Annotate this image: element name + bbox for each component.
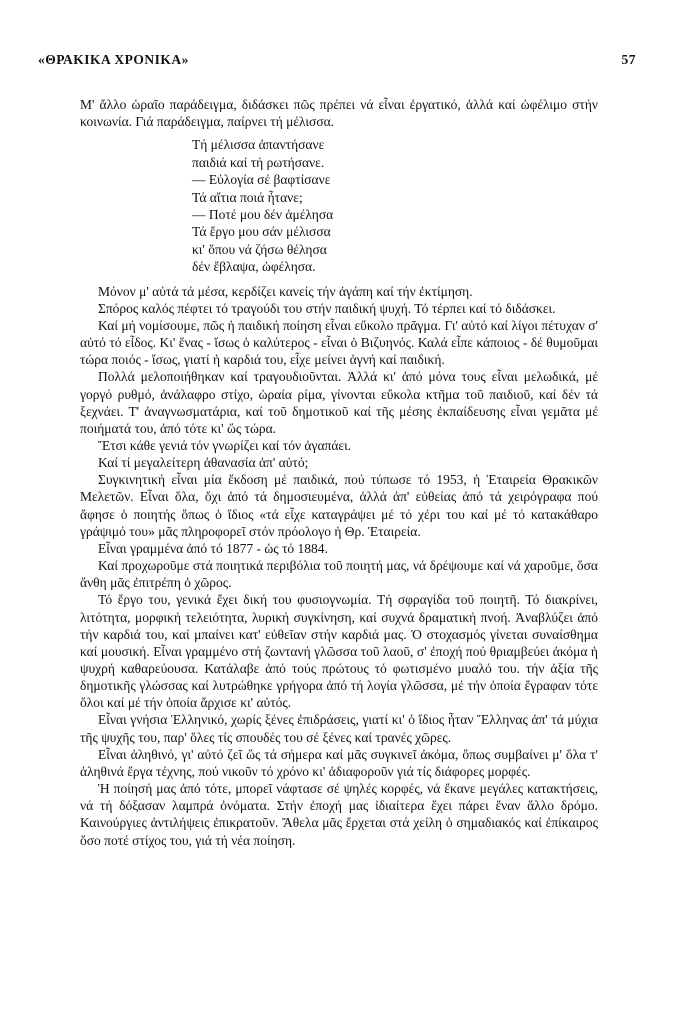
poem-line: Τά ἔργο μου σάν μέλισσα (192, 224, 331, 240)
paragraph: Καί τί μεγαλείτερη ἀθανασία ἀπ' αὐτό; (98, 455, 309, 471)
paragraph: Ἔτσι κάθε γενιά τόν γνωρίζει καί τόν ἀγαπάει. (98, 437, 352, 453)
paragraph: Σπόρος καλός πέφτει τό τραγούδι του στήν παιδική ψυχή. Τό τέρπει καί τό διδάσκει. (98, 300, 556, 316)
paragraph: Καί μή νομίσουμε, πῶς ἡ παιδική ποίηση εἶναι εὔκολο πρᾶγμα. Γι' αὐτό καί λίγοι πέτυχαν σ' αὐτό τό εἶδος. Κι' ἕνας - ἴσως ὁ καλύτερος - εἶναι ὁ Βιζυηνός. Καλά εἶπε κάποιος - δέ θυμοῦμαι τώρα ποιός - ἴσως, γιατί ἡ καρδιά του, εἶχε μείνει ἁγνή καί παιδική. (80, 317, 598, 368)
poem-line: — Εὐλογία σέ βαφτίσανε (192, 172, 331, 188)
poem-line: κι' ὅπου νά ζήσω θέλησα (192, 241, 327, 257)
paragraph: Καί προχωροῦμε στά ποιητικά περιβόλια τοῦ ποιητή μας, νά δρέψουμε καί νά χαροῦμε, ὅσα ἄνθη μᾶς ἐπιτρέπη ὁ χῶρος. (80, 558, 598, 591)
page-number: 57 (621, 52, 636, 67)
paragraph: Εἶναι γραμμένα ἀπό τό 1877 - ὡς τό 1884. (98, 540, 328, 556)
paragraph: Πολλά μελοποιήθηκαν καί τραγουδιοῦνται. Ἀλλά κι' ἀπό μόνα τους εἶναι μελωδικά, μέ γοργό ρυθμό, ἀνάλαφρο στίχο, ὡραία ρίμα, γίνονται εὔκολα κτῆμα τοῦ παιδιοῦ, καί δέν τά ξεχνάει. Τ' ἀναγνωσματάρια, καί τοῦ δημοτικοῦ καί τῆς μέσης ἐκπαίδευσης εἶναι γεμᾶτα μέ ποιήματά του, ἀπό τότε κι' ὥς τώρα. (80, 369, 598, 436)
poem-line: δέν ἔβλαψα, ὠφέλησα. (192, 259, 316, 275)
paragraph: Μ' ἄλλο ὡραῖο παράδειγμα, διδάσκει πῶς πρέπει νά εἶναι ἐργατικό, ἀλλά καί ὠφέλιμο στήν κοινωνία. Γιά παράδειγμα, παίρνει τή μέλισσα. (80, 97, 598, 130)
paragraph: Εἶναι ἀληθινό, γι' αὐτό ζεῖ ὥς τά σήμερα καί μᾶς συγκινεῖ ἀκόμα, ὅπως συμβαίνει μ' ὅλα τ' ἀληθινά ἔργα τέχνης, πού νικοῦν τό χρόνο κι' ἀδιαφοροῦν γιά τίς διάφορες μορφές. (80, 746, 598, 779)
article-body (80, 96, 598, 849)
poem-line: Τά αἴτια ποιά ἦτανε; (192, 189, 303, 205)
poem-line: — Ποτέ μου δέν ἀμέλησα (192, 206, 334, 222)
running-title: «ΘΡΑΚΙΚΑ ΧΡΟΝΙΚΑ» (38, 52, 189, 67)
paragraph: Τό ἔργο του, γενικά ἔχει δική του φυσιογνωμία. Τή σφραγίδα τοῦ ποιητῆ. Τό διακρίνει, λιτότητα, μορφική τελειότητα, λυρική συγκίνηση, καί συχνά δραματική πνοή. Ἀναβλύζει ἀπό τήν καρδιά του, καί μπαίνει κατ' εὐθεῖαν στήν καρδιά μας. Ὁ στοχασμός γίνεται συναίσθημα καί μουσική. Εἶναι γραμμένο στή ζωντανή γλῶσσα τοῦ λαοῦ, σ' ἐποχή πού θριαμβεύει ἀκόμα ἡ ψυχρή καθαρεύουσα. Κατάλαβε ἀπό τούς πρώτους τό φωτισμένο μυαλό του. τήν ἀξία τῆς δημοτικῆς γλώσσας καί λυτρώθηκε γρήγορα ἀπό τή λογία γλῶσσα, μέ τήν ὁποία ἔγραφαν τότε ὅλοι καί μέ τήν ὁποία ἄρχισε κι' αὐτός. (80, 592, 598, 711)
poem-line: Τή μέλισσα ἀπαντήσανε (192, 137, 325, 153)
paragraph: Εἶναι γνήσια Ἑλληνικό, χωρίς ξένες ἐπιδράσεις, γιατί κι' ὁ ἴδιος ἦταν Ἕλληνας ἀπ' τά μύχια τῆς ψυχῆς του, παρ' ὅλες τίς σπουδές του σέ ξένες καί τρανές χῶρες. (80, 712, 598, 745)
page-header (38, 52, 636, 68)
paragraph: Ἡ ποίησή μας ἀπό τότε, μπορεῖ νάφτασε σέ ψηλές κορφές, νά ἔκανε μεγάλες κατακτήσεις, νά τή δόξασαν λαμπρά ὀνόματα. Στήν ἐποχή μας ἰδιαίτερα ἔχει πάρει ἕναν ἄλλο δρόμο. Καινούργιες ἀντιλήψεις ἐπικρατοῦν. Ἄθελα μᾶς ἔρχεται στά χείλη ὁ σημαδιακός καί ἐπίκαιρος ὅσο ποτέ στίχος του, γιά τή νέα ποίηση. (80, 781, 598, 848)
paragraph: Μόνον μ' αὐτά τά μέσα, κερδίζει κανείς τήν ἀγάπη καί τήν ἐκτίμηση. (98, 283, 473, 299)
paragraph: Συγκινητική εἶναι μία ἔκδοση μέ παιδικά, πού τύπωσε τό 1953, ἡ Ἑταιρεία Θρακικῶν Μελετῶν. Εἶναι ὅλα, ὄχι ἀπό τά δημοσιευμένα, ἀλλά ἀπ' εὐθείας ἀπό τά χειρόγραφα πού ἄφησε ὁ ποιητής ὅπως ὁ ἴδιος «τά εἶχε καταγράψει μέ τό χέρι του καί μέ τό κατακάθαρο γράψιμό του» μᾶς πληροφορεῖ στόν πρόολογο ἡ Θρ. Ἑταιρεία. (80, 472, 598, 539)
poem (192, 136, 598, 275)
poem-line: παιδιά καί τή ρωτήσανε. (192, 154, 325, 170)
